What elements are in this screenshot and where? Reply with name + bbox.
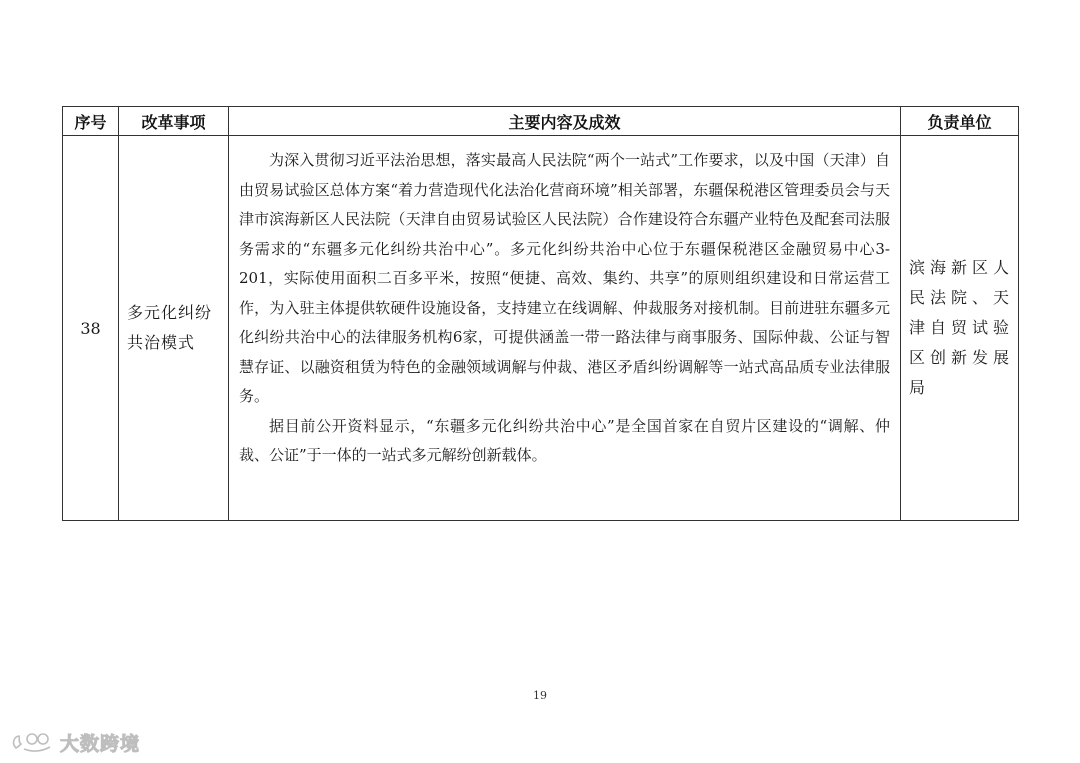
table-header-row (63, 107, 1019, 136)
serial-number-cell: 38 (63, 136, 119, 521)
header-serial-number: 序号 (63, 107, 119, 136)
reform-table (62, 106, 1019, 521)
main-content-cell (229, 136, 901, 521)
responsible-unit-cell: 滨海新区人民法院、天津自贸试验区创新发展局 (901, 136, 1019, 521)
header-main-content: 主要内容及成效 (229, 107, 901, 136)
watermark (10, 727, 140, 757)
header-reform-item: 改革事项 (119, 107, 229, 136)
content-paragraph-1: 为深入贯彻习近平法治思想，落实最高人民法院“两个一站式”工作要求，以及中国（天津）自由贸易试验区总体方案“着力营造现代化法治化营商环境”相关部署，东疆保税港区管理委员会与天津市滨海新区人民法院（天津自由贸易试验区人民法院）合作建设符合东疆产业特色及配套司法服务需求的“东疆多元化纠纷共治中心”。多元化纠纷共治中心位于东疆保税港区金融贸易中心3-201，实际使用面积二百多平米，按照“便捷、高效、集约、共享”的原则组织建设和日常运营工作，为入驻主体提供软硬件设施设备，支持建立在线调解、仲裁服务对接机制。目前进驻东疆多元化纠纷共治中心的法律服务机构6家，可提供涵盖一带一路法律与商事服务、国际仲裁、公证与智慧存证、以融资租赁为特色的金融领域调解与仲裁、港区矛盾纠纷调解等一站式高品质专业法律服务。 (239, 151, 890, 405)
weibo-style-logo-icon (10, 730, 56, 754)
page-number: 19 (533, 689, 547, 702)
reform-item-cell: 多元化纠纷共治模式 (119, 136, 229, 521)
watermark-text: 大数跨境 (60, 732, 141, 755)
content-paragraph-2: 据目前公开资料显示，“东疆多元化纠纷共治中心”是全国首家在自贸片区建设的“调解、仲裁、公证”于一体的一站式多元解纷创新载体。 (239, 416, 890, 464)
table-row (63, 136, 1019, 521)
header-responsible-unit: 负责单位 (901, 107, 1019, 136)
